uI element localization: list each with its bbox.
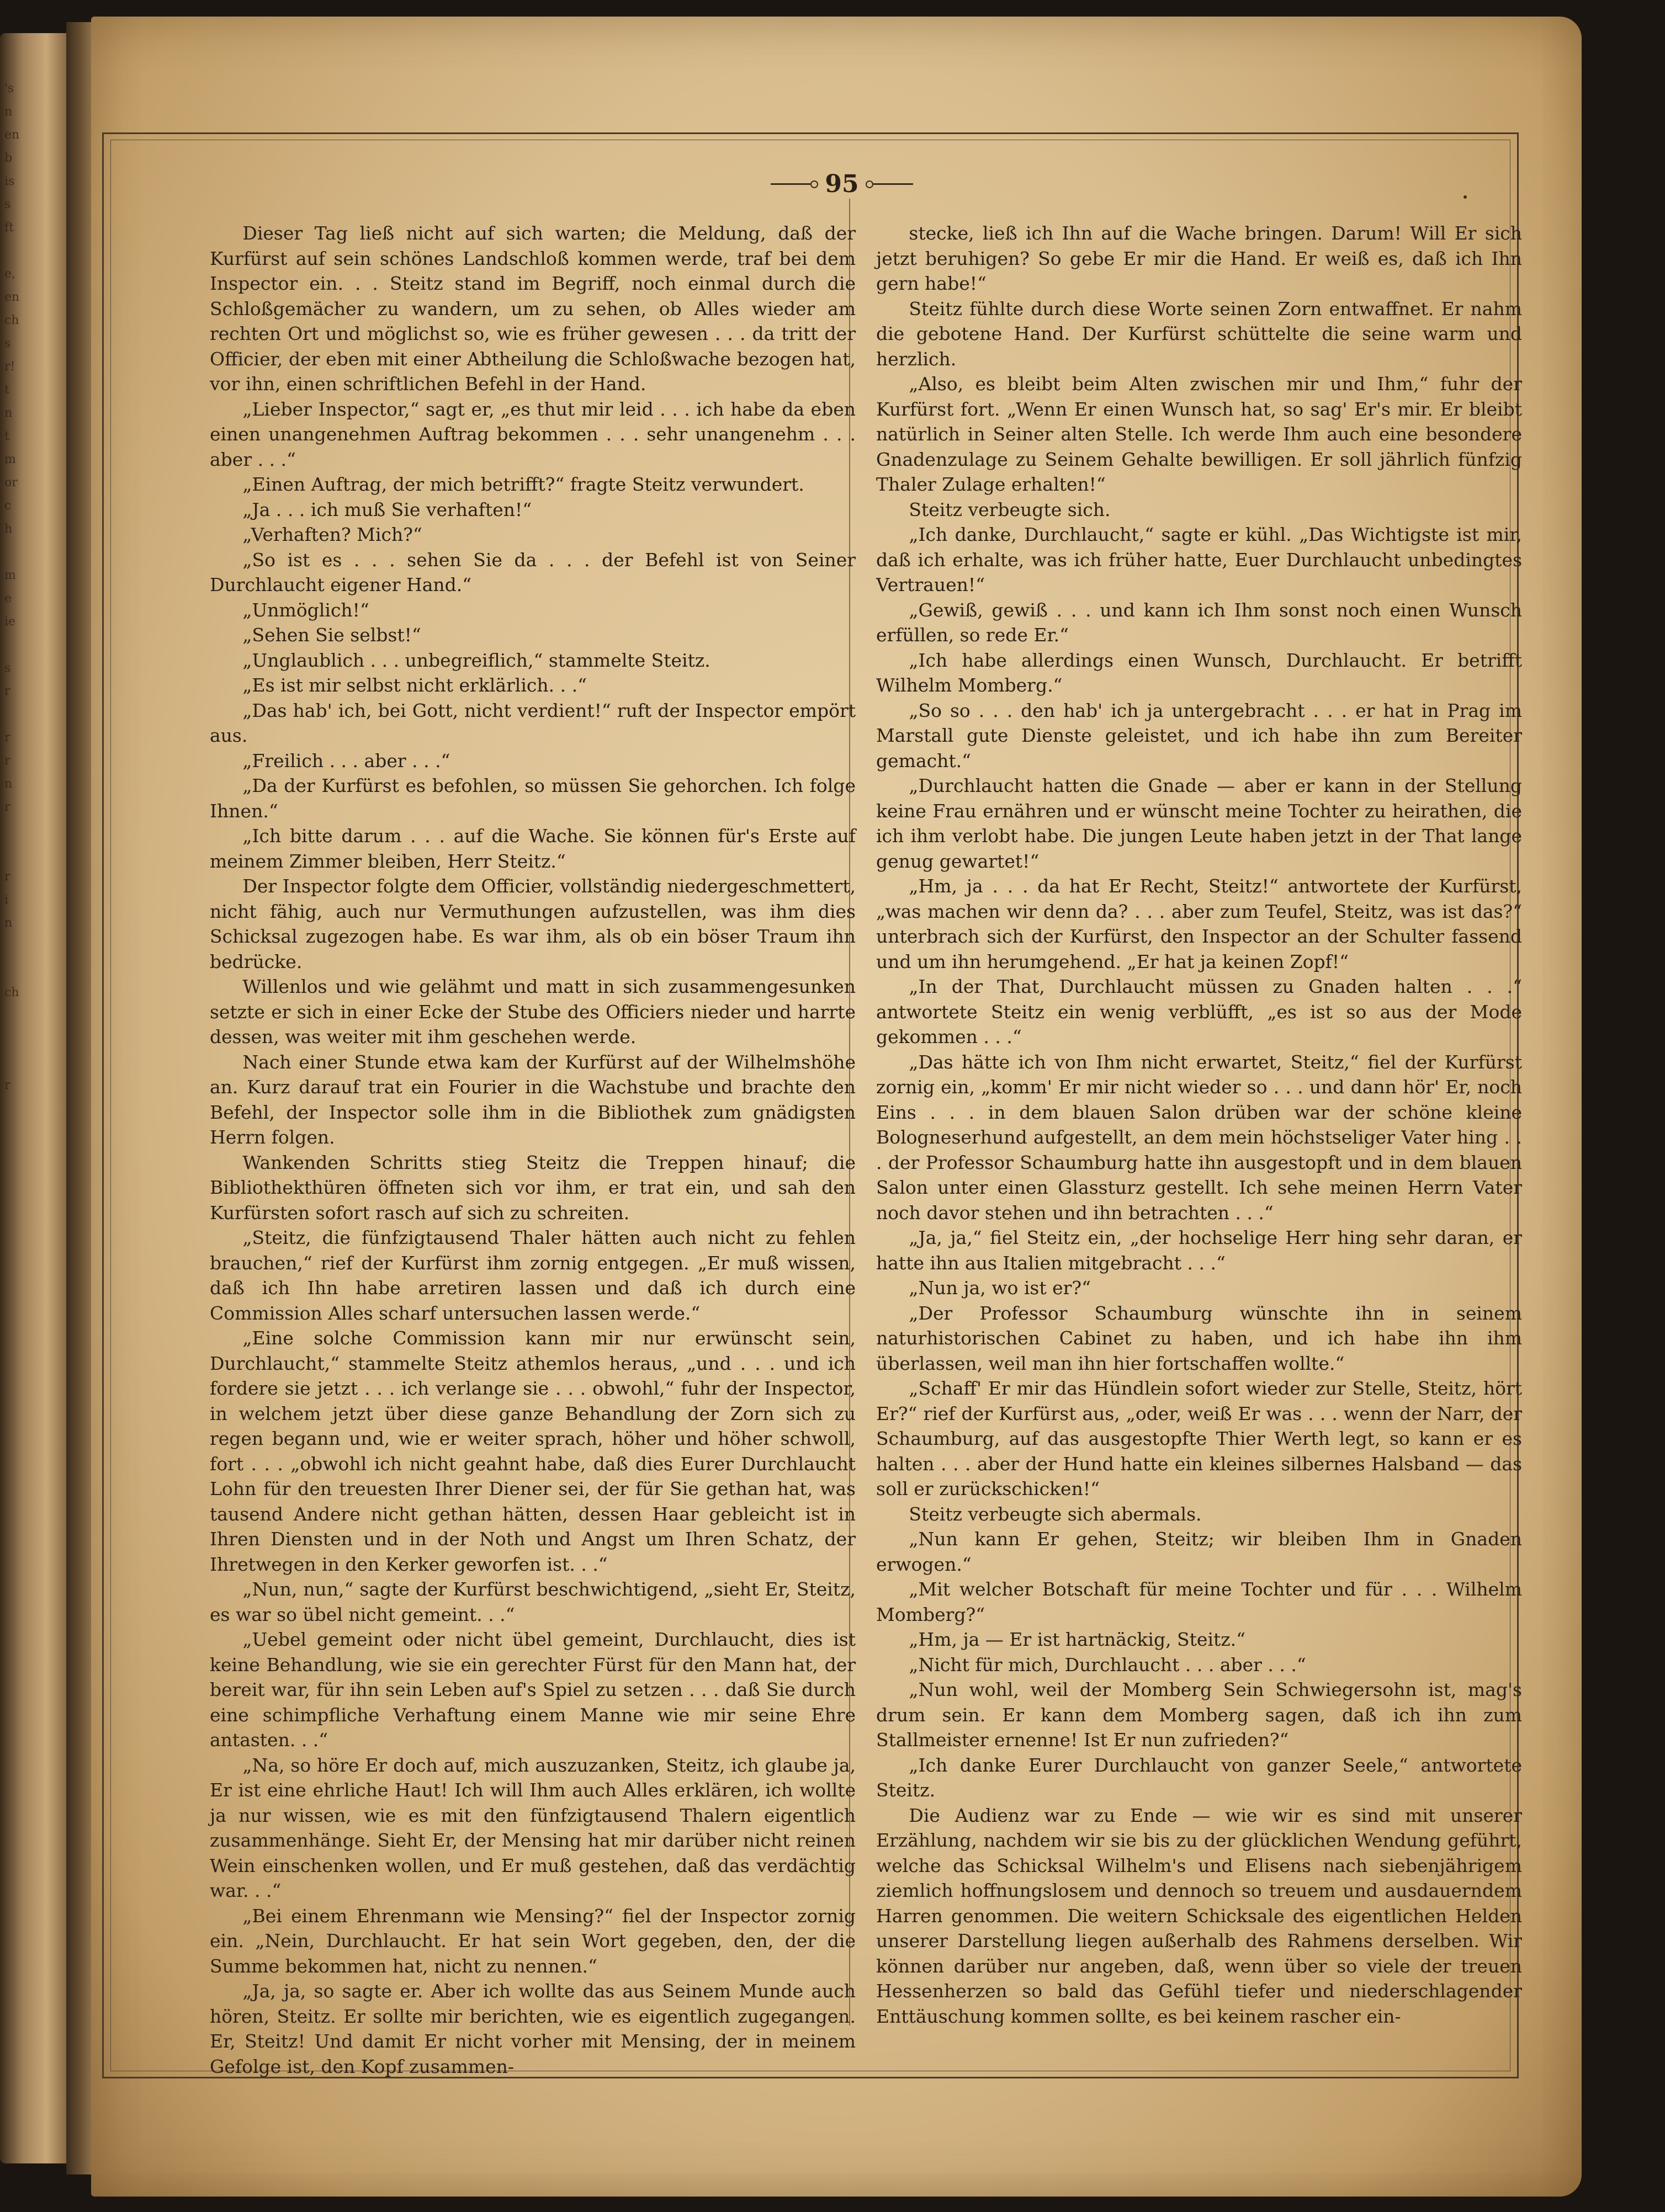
- left-margin-fragment: e,: [4, 267, 16, 281]
- paragraph: „Der Professor Schaumburg wünschte ihn in seinem naturhistorischen Cabinet zu haben, und ich habe ihn ihm überlassen, weil man ihn hier fortschaffen wollte.“: [876, 1302, 1522, 1374]
- left-margin-fragment: or: [4, 476, 18, 490]
- paragraph: „Bei einem Ehrenmann wie Mensing?“ fiel der Inspector zornig ein. „Nein, Durchlaucht. Er hat sein Wort gegeben, den, der die Summe bekommen hat, nicht zu nennen.“: [210, 1905, 856, 1977]
- paragraph: Die Audienz war zu Ende — wie wir es sind mit unserer Erzählung, nachdem wir sie bis zu der glücklichen Wendung geführt, welche das Schicksal Wilhelm's und Elisens nach siebenjährigem ziemlich hoffnungslosem und dennoch so treuem und ausdauerndem Harren genommen. Die weitern Schicksale des eigentlichen Helden unserer Darstellung liegen außerhalb des Rahmens derselben. Wir können darüber nur angeben, daß, wenn über so viele der treuen Hessenherzen so bald das Gefühl tiefer und niederschlagender Enttäuschung kommen sollte, es bei keinem rascher ein-: [876, 1804, 1522, 2027]
- ornament-left-icon: [771, 183, 815, 185]
- paragraph: „Na, so höre Er doch auf, mich auszuzanken, Steitz, ich glaube ja, Er ist eine ehrliche Haut! Ich will Ihm auch Alles erklären, ich wollte ja nur wissen, wie es mit den fünfzigtausend Thalern eigentlich zusammenhänge. Sieht Er, der Mensing hat mir darüber nicht reinen Wein einschenken wollen, und Er muß gestehen, daß das verdächtig war. . .“: [210, 1754, 856, 1901]
- left-margin-fragment: ch: [4, 986, 19, 999]
- paragraph: „Es ist mir selbst nicht erklärlich. . .“: [242, 674, 587, 696]
- paragraph: Dieser Tag ließ nicht auf sich warten; die Meldung, daß der Kurfürst auf sein schönes Landschloß kommen werde, traf bei dem Inspector ein. . . Steitz stand im Begriff, noch einmal durch die Schloßgemächer zu wandern, um zu sehen, ob Alles wieder am rechten Ort und möglichst so, wie es früher gewesen . . . da tritt der Officier, der eben mit einer Abtheilung die Schloßwache bezogen hat, vor ihn, einen schriftlichen Befehl in der Hand.: [210, 222, 856, 395]
- left-margin-fragment: is: [4, 174, 15, 188]
- paragraph: „Nicht für mich, Durchlaucht . . . aber . . .“: [909, 1653, 1306, 1676]
- paragraph: „Sehen Sie selbst!“: [242, 624, 421, 646]
- left-margin-fragment: [4, 935, 26, 958]
- paragraph: „So ist es . . . sehen Sie da . . . der Befehl ist von Seiner Durchlaucht eigener Hand.“: [210, 549, 856, 595]
- left-margin-fragment: [4, 240, 26, 263]
- left-margin-fragment: ch: [4, 313, 19, 327]
- paragraph: „Nun ja, wo ist er?“: [909, 1277, 1091, 1299]
- left-margin-fragment: [4, 819, 26, 842]
- text-column-right: [876, 221, 1522, 2029]
- left-margin-fragment: r: [4, 731, 10, 745]
- left-margin-fragment: s: [4, 198, 11, 211]
- left-margin-fragment: e: [4, 592, 12, 605]
- left-margin-fragment: en: [4, 290, 20, 304]
- paragraph: Willenlos und wie gelähmt und matt in sich zusammengesunken setzte er sich in einer Ecke der Stube des Officiers nieder und harrte dessen, was weiter mit ihm geschehen werde.: [210, 976, 856, 1047]
- paragraph: „Nun wohl, weil der Momberg Sein Schwiegersohn ist, mag's drum sein. Er kann dem Momberg sagen, daß ich ihn zum Stallmeister ernenne! Ist Er nun zufrieden?“: [876, 1679, 1522, 1751]
- left-margin-fragment: [4, 842, 26, 865]
- paragraph: „Nun, nun,“ sagte der Kurfürst beschwichtigend, „sieht Er, Steitz, es war so übel nicht gemeint. . .“: [210, 1578, 856, 1625]
- page-number: 95: [825, 169, 859, 198]
- paragraph: „Hm, ja . . . da hat Er Recht, Steitz!“ antwortete der Kurfürst, „was machen wir denn da? . . . aber zum Teufel, Steitz, was ist das?“ unterbrach sich der Kurfürst, den Inspector an der Schulter fassend und um ihn herumgehend. „Er hat ja keinen Zopf!“: [876, 875, 1522, 972]
- left-margin-fragment: ie: [4, 615, 16, 629]
- paragraph: „Das hab' ich, bei Gott, nicht verdient!“ ruft der Inspector empört aus.: [210, 699, 856, 746]
- left-margin-fragment: ft: [4, 221, 14, 235]
- paragraph: „Unglaublich . . . unbegreiflich,“ stammelte Steitz.: [242, 649, 710, 671]
- left-margin-fragment: n: [4, 406, 13, 420]
- left-margin-fragment: h: [4, 522, 13, 536]
- page: [91, 17, 1582, 2197]
- left-margin-fragment: en: [4, 128, 20, 142]
- text-column-left: [210, 221, 856, 2079]
- paragraph: „Lieber Inspector,“ sagt er, „es thut mir leid . . . ich habe da eben einen unangenehmen Auftrag bekommen . . . sehr unangenehm . . . aber . . .“: [210, 398, 856, 470]
- paragraph: „Ja . . . ich muß Sie verhaften!“: [242, 498, 532, 520]
- left-page-edge: [0, 33, 66, 2163]
- paragraph: Steitz verbeugte sich abermals.: [909, 1503, 1202, 1525]
- left-margin-fragment: [4, 1004, 26, 1028]
- left-margin-fragment: b: [4, 151, 13, 165]
- paragraph: Nach einer Stunde etwa kam der Kurfürst auf der Wilhelmshöhe an. Kurz darauf trat ein Fourier in die Wachstube und brachte den Befehl, der Inspector solle ihm in die Bibliothek zum gnädigsten Herrn folgen.: [210, 1051, 856, 1148]
- paragraph: „Ich danke, Durchlaucht,“ sagte er kühl. „Das Wichtigste ist mir, daß ich erhalte, was ich früher hatte, Euer Durchlaucht unbedingtes Vertrauen!“: [876, 524, 1522, 595]
- paragraph: „Ich habe allerdings einen Wunsch, Durchlaucht. Er betrifft Wilhelm Momberg.“: [876, 649, 1522, 696]
- paragraph: „Nun kann Er gehen, Steitz; wir bleiben Ihm in Gnaden erwogen.“: [876, 1528, 1522, 1575]
- left-margin-fragment: s: [4, 337, 11, 350]
- paragraph: Steitz verbeugte sich.: [909, 498, 1111, 520]
- paragraph: „Schaff' Er mir das Hündlein sofort wieder zur Stelle, Steitz, hört Er?“ rief der Kurfürst aus, „oder, weiß Er was . . . wenn der Narr, der Schaumburg, auf das ausgestopfte Thier Werth legt, so kann er es halten . . . aber der Hund hatte ein kleines silbernes Halsband — das soll er zurückschicken!“: [876, 1378, 1522, 1500]
- left-margin-fragment: [4, 958, 26, 981]
- paragraph: „Ich bitte darum . . . auf die Wache. Sie können für's Erste auf meinem Zimmer bleiben, Herr Steitz.“: [210, 825, 856, 872]
- paragraph: Der Inspector folgte dem Officier, vollständig niedergeschmettert, nicht fähig, auch nur Vermuthungen aufzustellen, was ihm dies Schicksal zugezogen habe. Es war ihm, als ob ein böser Traum ihn bedrücke.: [210, 875, 856, 972]
- paragraph: „Da der Kurfürst es befohlen, so müssen Sie gehorchen. Ich folge Ihnen.“: [210, 775, 856, 822]
- left-margin-fragment: i: [4, 893, 9, 907]
- paragraph: „Also, es bleibt beim Alten zwischen mir und Ihm,“ fuhr der Kurfürst fort. „Wenn Er einen Wunsch hat, so sag' Er's mir. Er bleibt natürlich in Seiner alten Stelle. Ich werde Ihm auch eine besondere Gnadenzulage zu Seinem Gehalte bewilligen. Er soll jährlich fünfzig Thaler Zulage erhalten!“: [876, 373, 1522, 495]
- paragraph: „Uebel gemeint oder nicht übel gemeint, Durchlaucht, dies ist keine Behandlung, wie sie ein gerechter Fürst für den Mann hat, der bereit war, für ihn sein Leben auf's Spiel zu setzen . . . daß Sie durch eine schimpfliche Verhaftung einem Manne wie mir seine Ehre antasten. . .“: [210, 1629, 856, 1751]
- left-margin-fragment: [4, 541, 26, 564]
- ornament-right-icon: [869, 183, 913, 185]
- paragraph: „Unmöglich!“: [242, 599, 369, 621]
- paragraph: Wankenden Schritts stieg Steitz die Treppen hinauf; die Bibliothekthüren öffneten sich vor ihm, er trat ein, und sah den Kurfürsten sofort rasch auf sich zu schreiten.: [210, 1151, 856, 1224]
- left-margin-fragment: 's: [4, 82, 14, 95]
- left-margin-fragment: c: [4, 499, 12, 513]
- paragraph: „Freilich . . . aber . . .“: [242, 749, 450, 772]
- left-margin-fragment: n: [4, 916, 13, 930]
- paragraph: „Eine solche Commission kann mir nur erwünscht sein, Durchlaucht,“ stammelte Steitz athemlos heraus, „und . . . und ich fordere sie jetzt . . . ich verlange sie . . . obwohl,“ fuhr der Inspector, in welchem jetzt über diese ganze Behandlung der Zorn sich zu regen begann und, wie er weiter sprach, höher und höher schwoll, fort . . . „obwohl ich nicht geahnt habe, daß dies Eurer Durchlaucht Lohn für den treuesten Ihrer Diener sei, der für Sie gethan hat, was tausend Andere nicht gethan hätten, dessen Haar gebleicht ist in Ihren Diensten und in der Noth und Angst um Ihren Schatz, der Ihretwegen in den Kerker geworfen ist. . .“: [210, 1327, 856, 1575]
- left-margin-fragment: [4, 634, 26, 657]
- paragraph: „Ja, ja,“ fiel Steitz ein, „der hochselige Herr hing sehr daran, er hatte ihn aus Italien mitgebracht . . .“: [876, 1227, 1522, 1274]
- left-margin-fragment: t: [4, 429, 9, 443]
- left-margin-fragment: r: [4, 800, 10, 814]
- left-margin-fragment: n: [4, 105, 13, 119]
- print-mark-dot: [1463, 195, 1467, 199]
- paragraph: „So so . . . den hab' ich ja untergebracht . . . er hat in Prag im Marstall gute Dienste geleistet, und ich habe ihn zum Bereiter gemacht.“: [876, 699, 1522, 772]
- left-margin-fragment: m: [4, 568, 16, 582]
- left-margin-fragment: n: [4, 777, 13, 791]
- paragraph: „Das hätte ich von Ihm nicht erwartet, Steitz,“ fiel der Kurfürst zornig ein, „komm' Er mir nicht wieder so . . . und dann hör' Er, noch Eins . . . in dem blauen Salon drüben war der schöne kleine Bologneserhund aufgestellt, an dem mein höchstseliger Vater hing . . . der Professor Schaumburg hatte ihn ausgestopft und in dem blauen Salon unter einen Glassturz gestellt. Ich sehe meinen Herrn Vater noch davor stehen und ihn betrachten . . .“: [876, 1051, 1522, 1224]
- paragraph: „Durchlaucht hatten die Gnade — aber er kann in der Stellung keine Frau ernähren und er wünscht meine Tochter zu heirathen, die ich ihm verlobt habe. Die jungen Leute haben jetzt in der That lange genug gewartet!“: [876, 775, 1522, 872]
- left-margin-fragment: r: [4, 870, 10, 884]
- left-margin-fragment: r!: [4, 360, 15, 374]
- left-margin-fragment: [4, 703, 26, 726]
- left-margin-fragment: r: [4, 1078, 10, 1092]
- paragraph: „Ich danke Eurer Durchlaucht von ganzer Seele,“ antwortete Steitz.: [876, 1754, 1522, 1801]
- left-page-text-fragments: [4, 77, 26, 1097]
- paragraph: stecke, ließ ich Ihn auf die Wache bringen. Darum! Will Er sich jetzt beruhigen? So gebe Er mir die Hand. Er weiß es, daß ich Ihn gern habe!“: [876, 222, 1522, 294]
- paragraph: „Ja, ja, so sagte er. Aber ich wollte das aus Seinem Munde auch hören, Steitz. Er sollte mir berichten, wie es eigentlich zugegangen. Er, Steitz! Und damit Er nicht vorher mit Mensing, der in meinem Gefolge ist, den Kopf zusammen-: [210, 1980, 856, 2077]
- paragraph: „Gewiß, gewiß . . . und kann ich Ihm sonst noch einen Wunsch erfüllen, so rede Er.“: [876, 599, 1522, 646]
- paragraph: „Einen Auftrag, der mich betrifft?“ fragte Steitz verwundert.: [242, 474, 804, 495]
- paragraph: Steitz fühlte durch diese Worte seinen Zorn entwaffnet. Er nahm die gebotene Hand. Der Kurfürst schüttelte die seine warm und herzlich.: [876, 297, 1522, 370]
- paragraph: „In der That, Durchlaucht müssen zu Gnaden halten . . .“ antwortete Steitz ein wenig verblüfft, „es ist so aus der Mode gekommen . . .“: [876, 976, 1522, 1047]
- paragraph: „Mit welcher Botschaft für meine Tochter und für . . . Wilhelm Momberg?“: [876, 1578, 1522, 1625]
- left-margin-fragment: m: [4, 453, 16, 466]
- page-number-header: [765, 164, 919, 203]
- paragraph: „Verhaften? Mich?“: [242, 524, 422, 545]
- left-margin-fragment: s: [4, 661, 11, 675]
- left-margin-fragment: r: [4, 754, 10, 768]
- left-margin-fragment: t: [4, 383, 9, 397]
- left-margin-fragment: [4, 1028, 26, 1051]
- paragraph: „Hm, ja — Er ist hartnäckig, Steitz.“: [909, 1629, 1246, 1650]
- left-margin-fragment: [4, 1051, 26, 1074]
- paragraph: „Steitz, die fünfzigtausend Thaler hätten auch nicht zu fehlen brauchen,“ rief der Kurfürst ihm zornig entgegen. „Er muß wissen, daß ich Ihn habe arretiren lassen und daß ich durch eine Commission Alles scharf untersuchen lassen werde.“: [210, 1227, 856, 1324]
- left-margin-fragment: r: [4, 684, 10, 698]
